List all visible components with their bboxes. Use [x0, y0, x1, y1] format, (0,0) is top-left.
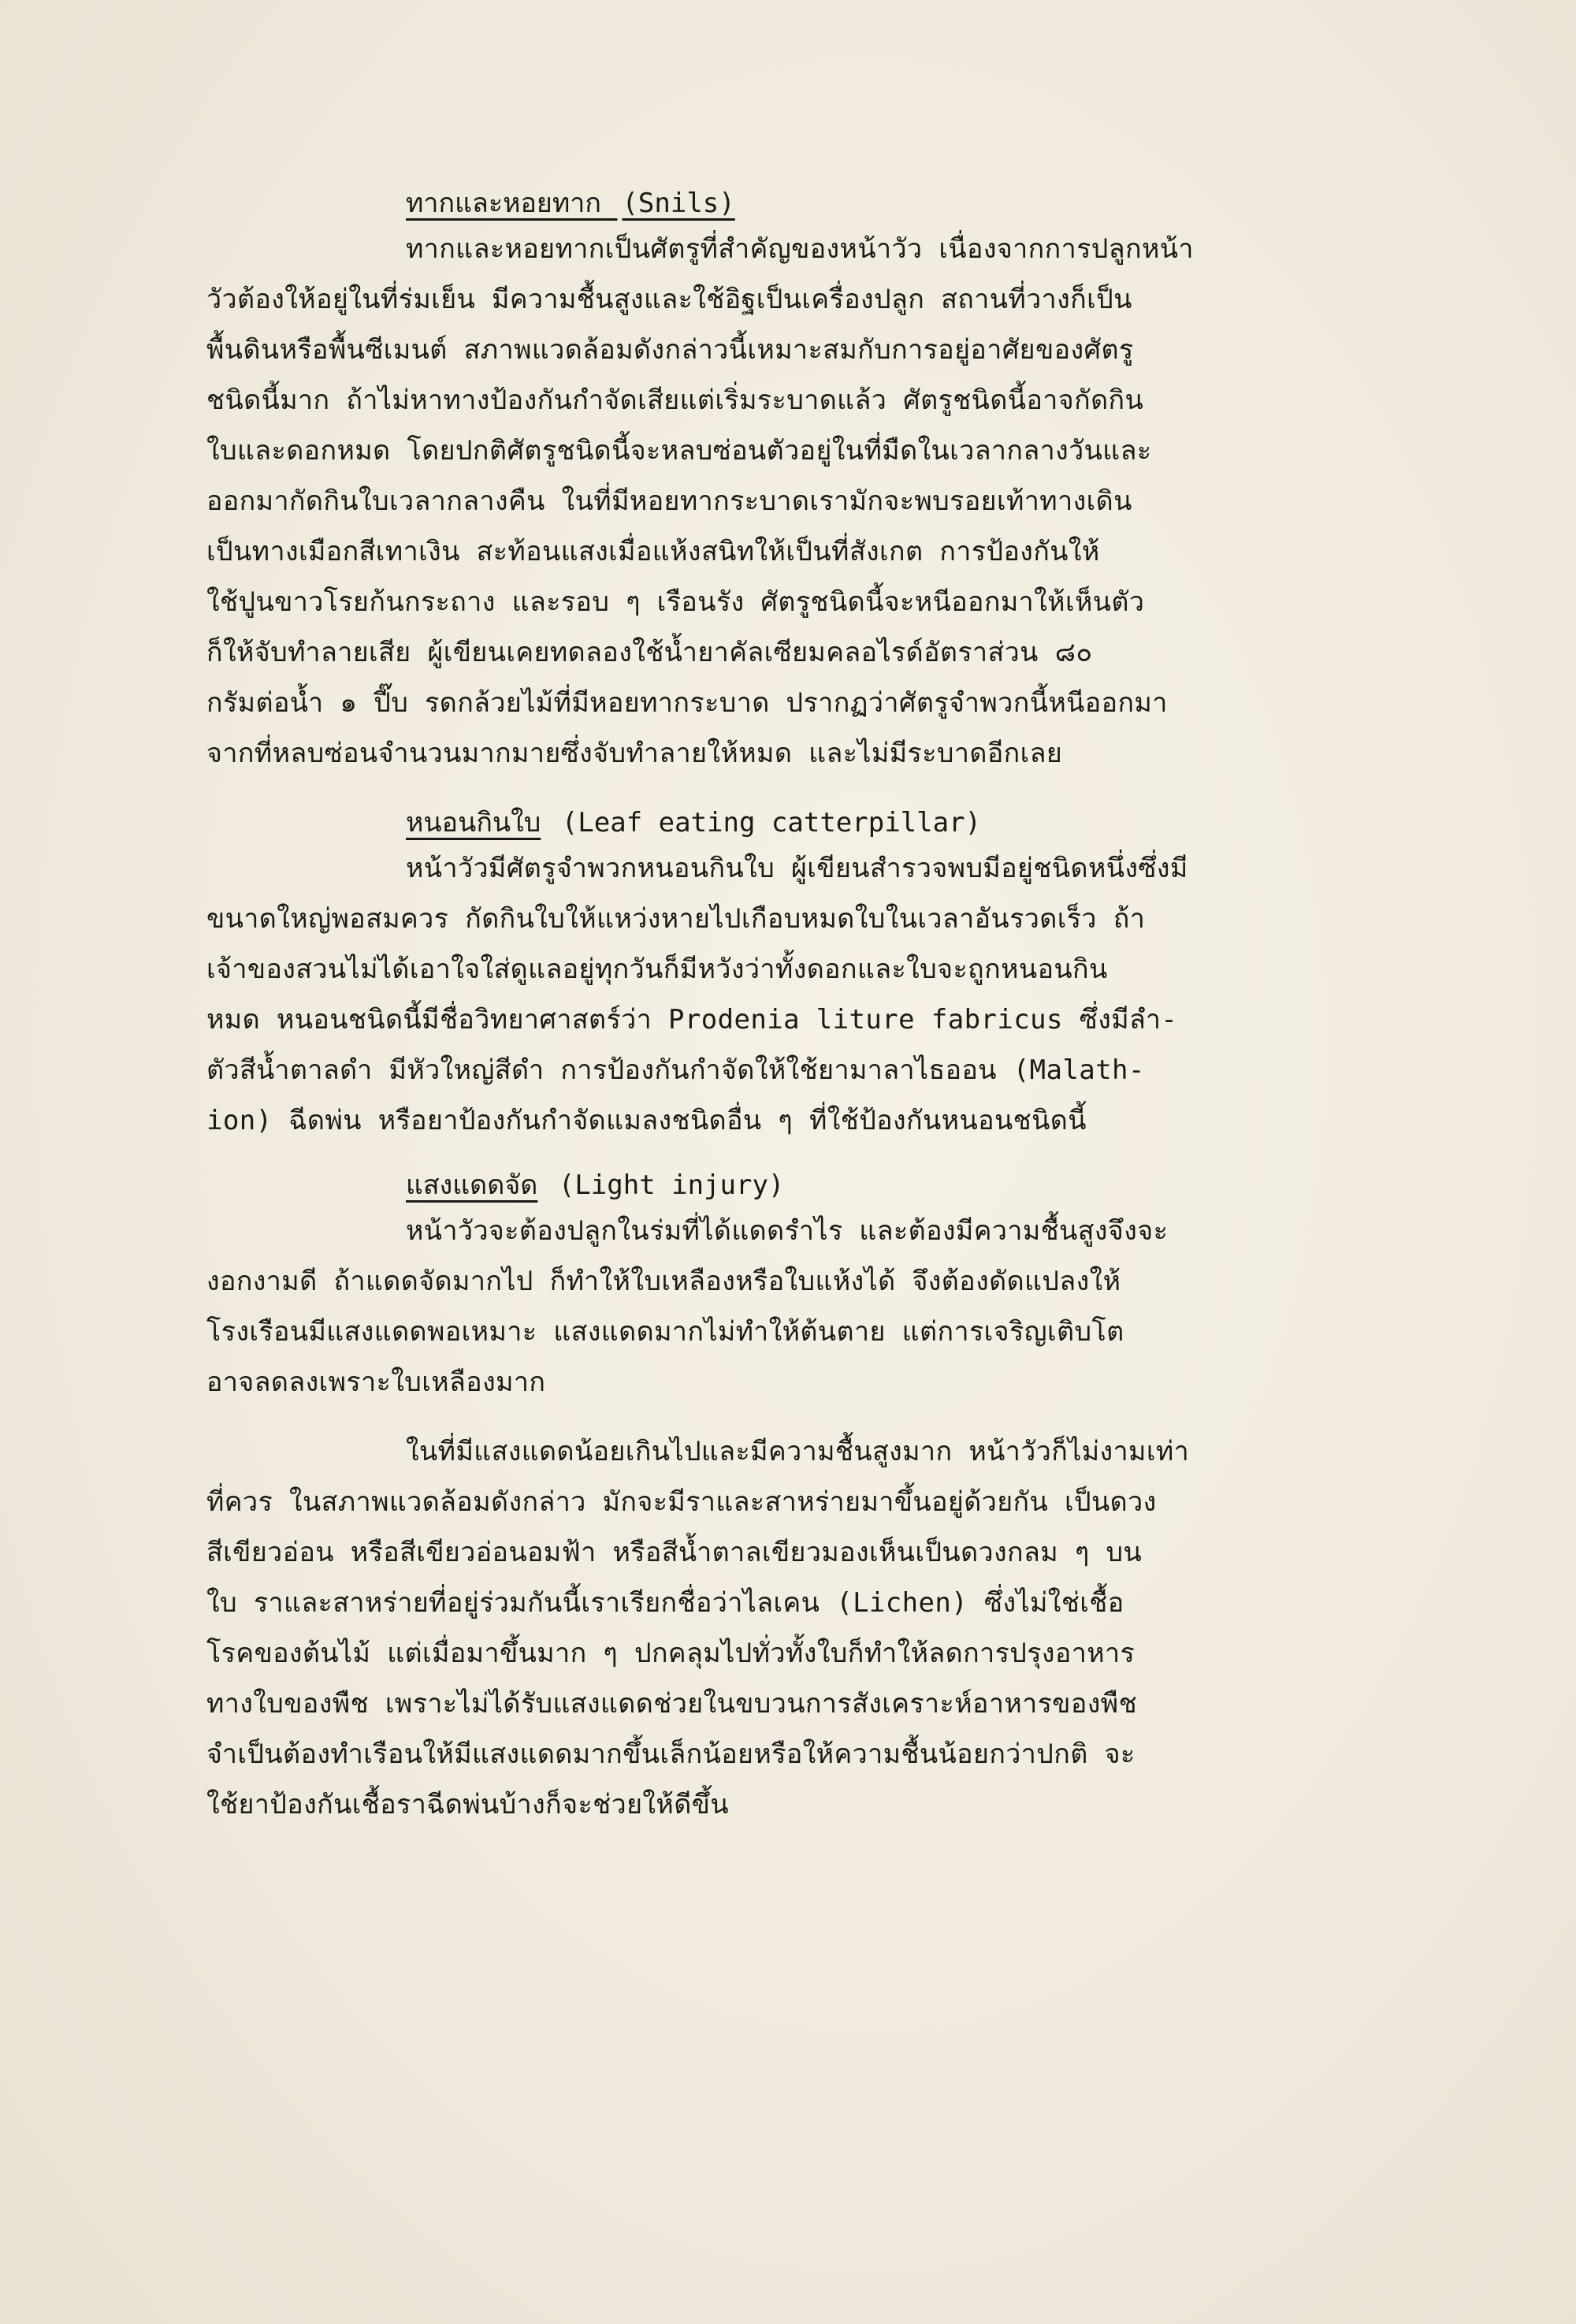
paragraph-line: หน้าวัวจะต้องปลูกในร่มที่ได้แดดรำไร และต้องมีความชื้นสูงจึงจะ [406, 1215, 1169, 1247]
paragraph-line: ใช้ปูนขาวโรยก้นกระถาง และรอบ ๆ เรือนรัง ศัตรูชนิดนี้จะหนีออกมาให้เห็นตัว [206, 586, 1145, 618]
paragraph-line: ขนาดใหญ่พอสมควร กัดกินใบให้แหว่งหายไปเกือบหมดใบในเวลาอันรวดเร็ว ถ้า [206, 903, 1146, 935]
heading-thai: หนอนกินใบ [406, 807, 541, 838]
paragraph-line: ที่ควร ในสภาพแวดล้อมดังกล่าว มักจะมีราและสาหร่ายมาขึ้นอยู่ด้วยกัน เป็นดวง [206, 1486, 1157, 1518]
paragraph-line: จากที่หลบซ่อนจำนวนมากมายซึ่งจับทำลายให้หมด และไม่มีระบาดอีกเลย [206, 738, 1063, 769]
paragraph-line: งอกงามดี ถ้าแดดจัดมากไป ก็ทำให้ใบเหลืองหรือใบแห้งได้ จึงต้องดัดแปลงให้ [206, 1266, 1121, 1297]
paragraph-line: ออกมากัดกินใบเวลากลางคืน ในที่มีหอยทากระบาดเรามักจะพบรอยเท้าทางเดิน [206, 485, 1132, 517]
section-heading-leaf-eating-caterpillar [206, 802, 1365, 843]
paragraph-line: ชนิดนี้มาก ถ้าไม่หาทางป้องกันกำจัดเสียแต่เริ่มระบาดแล้ว ศัตรูชนิดนี้อาจกัดกิน [206, 385, 1144, 416]
paragraph-line: ion) ฉีดพ่น หรือยาป้องกันกำจัดแมลงชนิดอื่น ๆ ที่ใช้ป้องกันหนอนชนิดนี้ [206, 1105, 1087, 1136]
paragraph-line: ใบและดอกหมด โดยปกติศัตรูชนิดนี้จะหลบซ่อนตัวอยู่ในที่มืดในเวลากลางวันและ [206, 435, 1152, 467]
paragraph-line: เป็นทางเมือกสีเทาเงิน สะท้อนแสงเมื่อแห้งสนิทให้เป็นที่สังเกต การป้องกันให้ [206, 536, 1100, 567]
paragraph-line: ทางใบของพืช เพราะไม่ได้รับแสงแดดช่วยในขบวนการสังเคราะห์อาหารของพืช [206, 1688, 1138, 1720]
paragraph-line: สีเขียวอ่อน หรือสีเขียวอ่อนอมฟ้า หรือสีน้ำตาลเขียวมองเห็นเป็นดวงกลม ๆ บน [206, 1537, 1143, 1568]
heading-thai: ทากและหอยทาก [406, 188, 601, 219]
heading-thai: แสงแดดจัด [406, 1169, 538, 1201]
paragraph-line: ใบ ราและสาหร่ายที่อยู่ร่วมกันนี้เราเรียกชื่อว่าไลเคน (Lichen) ซึ่งไม่ใช่เชื้อ [206, 1587, 1124, 1619]
paragraph-line: หน้าวัวมีศัตรูจำพวกหนอนกินใบ ผู้เขียนสำรวจพบมีอยู่ชนิดหนึ่งซึ่งมี [406, 853, 1188, 884]
paragraph-line: กรัมต่อน้ำ ๑ ปี๊บ รดกล้วยไม้ที่มีหอยทากระบาด ปรากฏว่าศัตรูจำพวกนี้หนีออกมา [206, 687, 1168, 719]
section-spacer [206, 1146, 1365, 1165]
heading-english: (Light injury) [558, 1169, 785, 1201]
paragraph-line: โรคของต้นไม้ แต่เมื่อมาขึ้นมาก ๆ ปกคลุมไปทั่วทั้งใบก็ทำให้ลดการปรุงอาหาร [206, 1638, 1136, 1669]
paragraph-line: ก็ให้จับทำลายเสีย ผู้เขียนเคยทดลองใช้น้ำยาคัลเซียมคลอไรด์อัตราส่วน ๘๐ [206, 637, 1093, 668]
paragraph-line: โรงเรือนมีแสงแดดพอเหมาะ แสงแดดมากไม่ทำให้ต้นตาย แต่การเจริญเติบโต [206, 1316, 1124, 1348]
paragraph-spacer [206, 1407, 1365, 1426]
paragraph-line: พื้นดินหรือพื้นซีเมนต์ สภาพแวดล้อมดังกล่าวนี้เหมาะสมกับการอยู่อาศัยของศัตรู [206, 334, 1134, 366]
paragraph-line: อาจลดลงเพราะใบเหลืองมาก [206, 1367, 546, 1398]
paragraph-line: ใช้ยาป้องกันเชื้อราฉีดพ่นบ้างก็จะช่วยให้ดีขึ้น [206, 1789, 729, 1820]
section-heading-snails [206, 183, 1365, 224]
text-column [206, 183, 1365, 1830]
heading-english: (Snils) [622, 188, 735, 219]
section-heading-light-injury [206, 1165, 1365, 1206]
section-spacer [206, 779, 1365, 802]
paragraph-line: เจ้าของสวนไม่ได้เอาใจใส่ดูแลอยู่ทุกวันก็มีหวังว่าทั้งดอกและใบจะถูกหนอนกิน [206, 954, 1108, 985]
paragraph-line: ตัวสีน้ำตาลดำ มีหัวใหญ่สีดำ การป้องกันกำจัดให้ใช้ยามาลาไธออน (Malath- [206, 1054, 1145, 1086]
paragraph-line: หมด หนอนชนิดนี้มีชื่อวิทยาศาสตร์ว่า Prodenia liture fabricus ซึ่งมีลำ- [206, 1004, 1178, 1036]
paragraph-line: วัวต้องให้อยู่ในที่ร่มเย็น มีความชื้นสูงและใช้อิฐเป็นเครื่องปลูก สถานที่วางก็เป็น [206, 284, 1132, 315]
paragraph-line: จำเป็นต้องทำเรือนให้มีแสงแดดมากขึ้นเล็กน้อยหรือให้ความชื้นน้อยกว่าปกติ จะ [206, 1738, 1136, 1770]
heading-english: (Leaf eating catterpillar) [561, 807, 982, 838]
paragraph-line: ทากและหอยทากเป็นศัตรูที่สำคัญของหน้าวัว เนื่องจากการปลูกหน้า [406, 233, 1194, 265]
paragraph-line: ในที่มีแสงแดดน้อยเกินไปและมีความชื้นสูงมาก หน้าวัวก็ไม่งามเท่า [406, 1436, 1190, 1467]
